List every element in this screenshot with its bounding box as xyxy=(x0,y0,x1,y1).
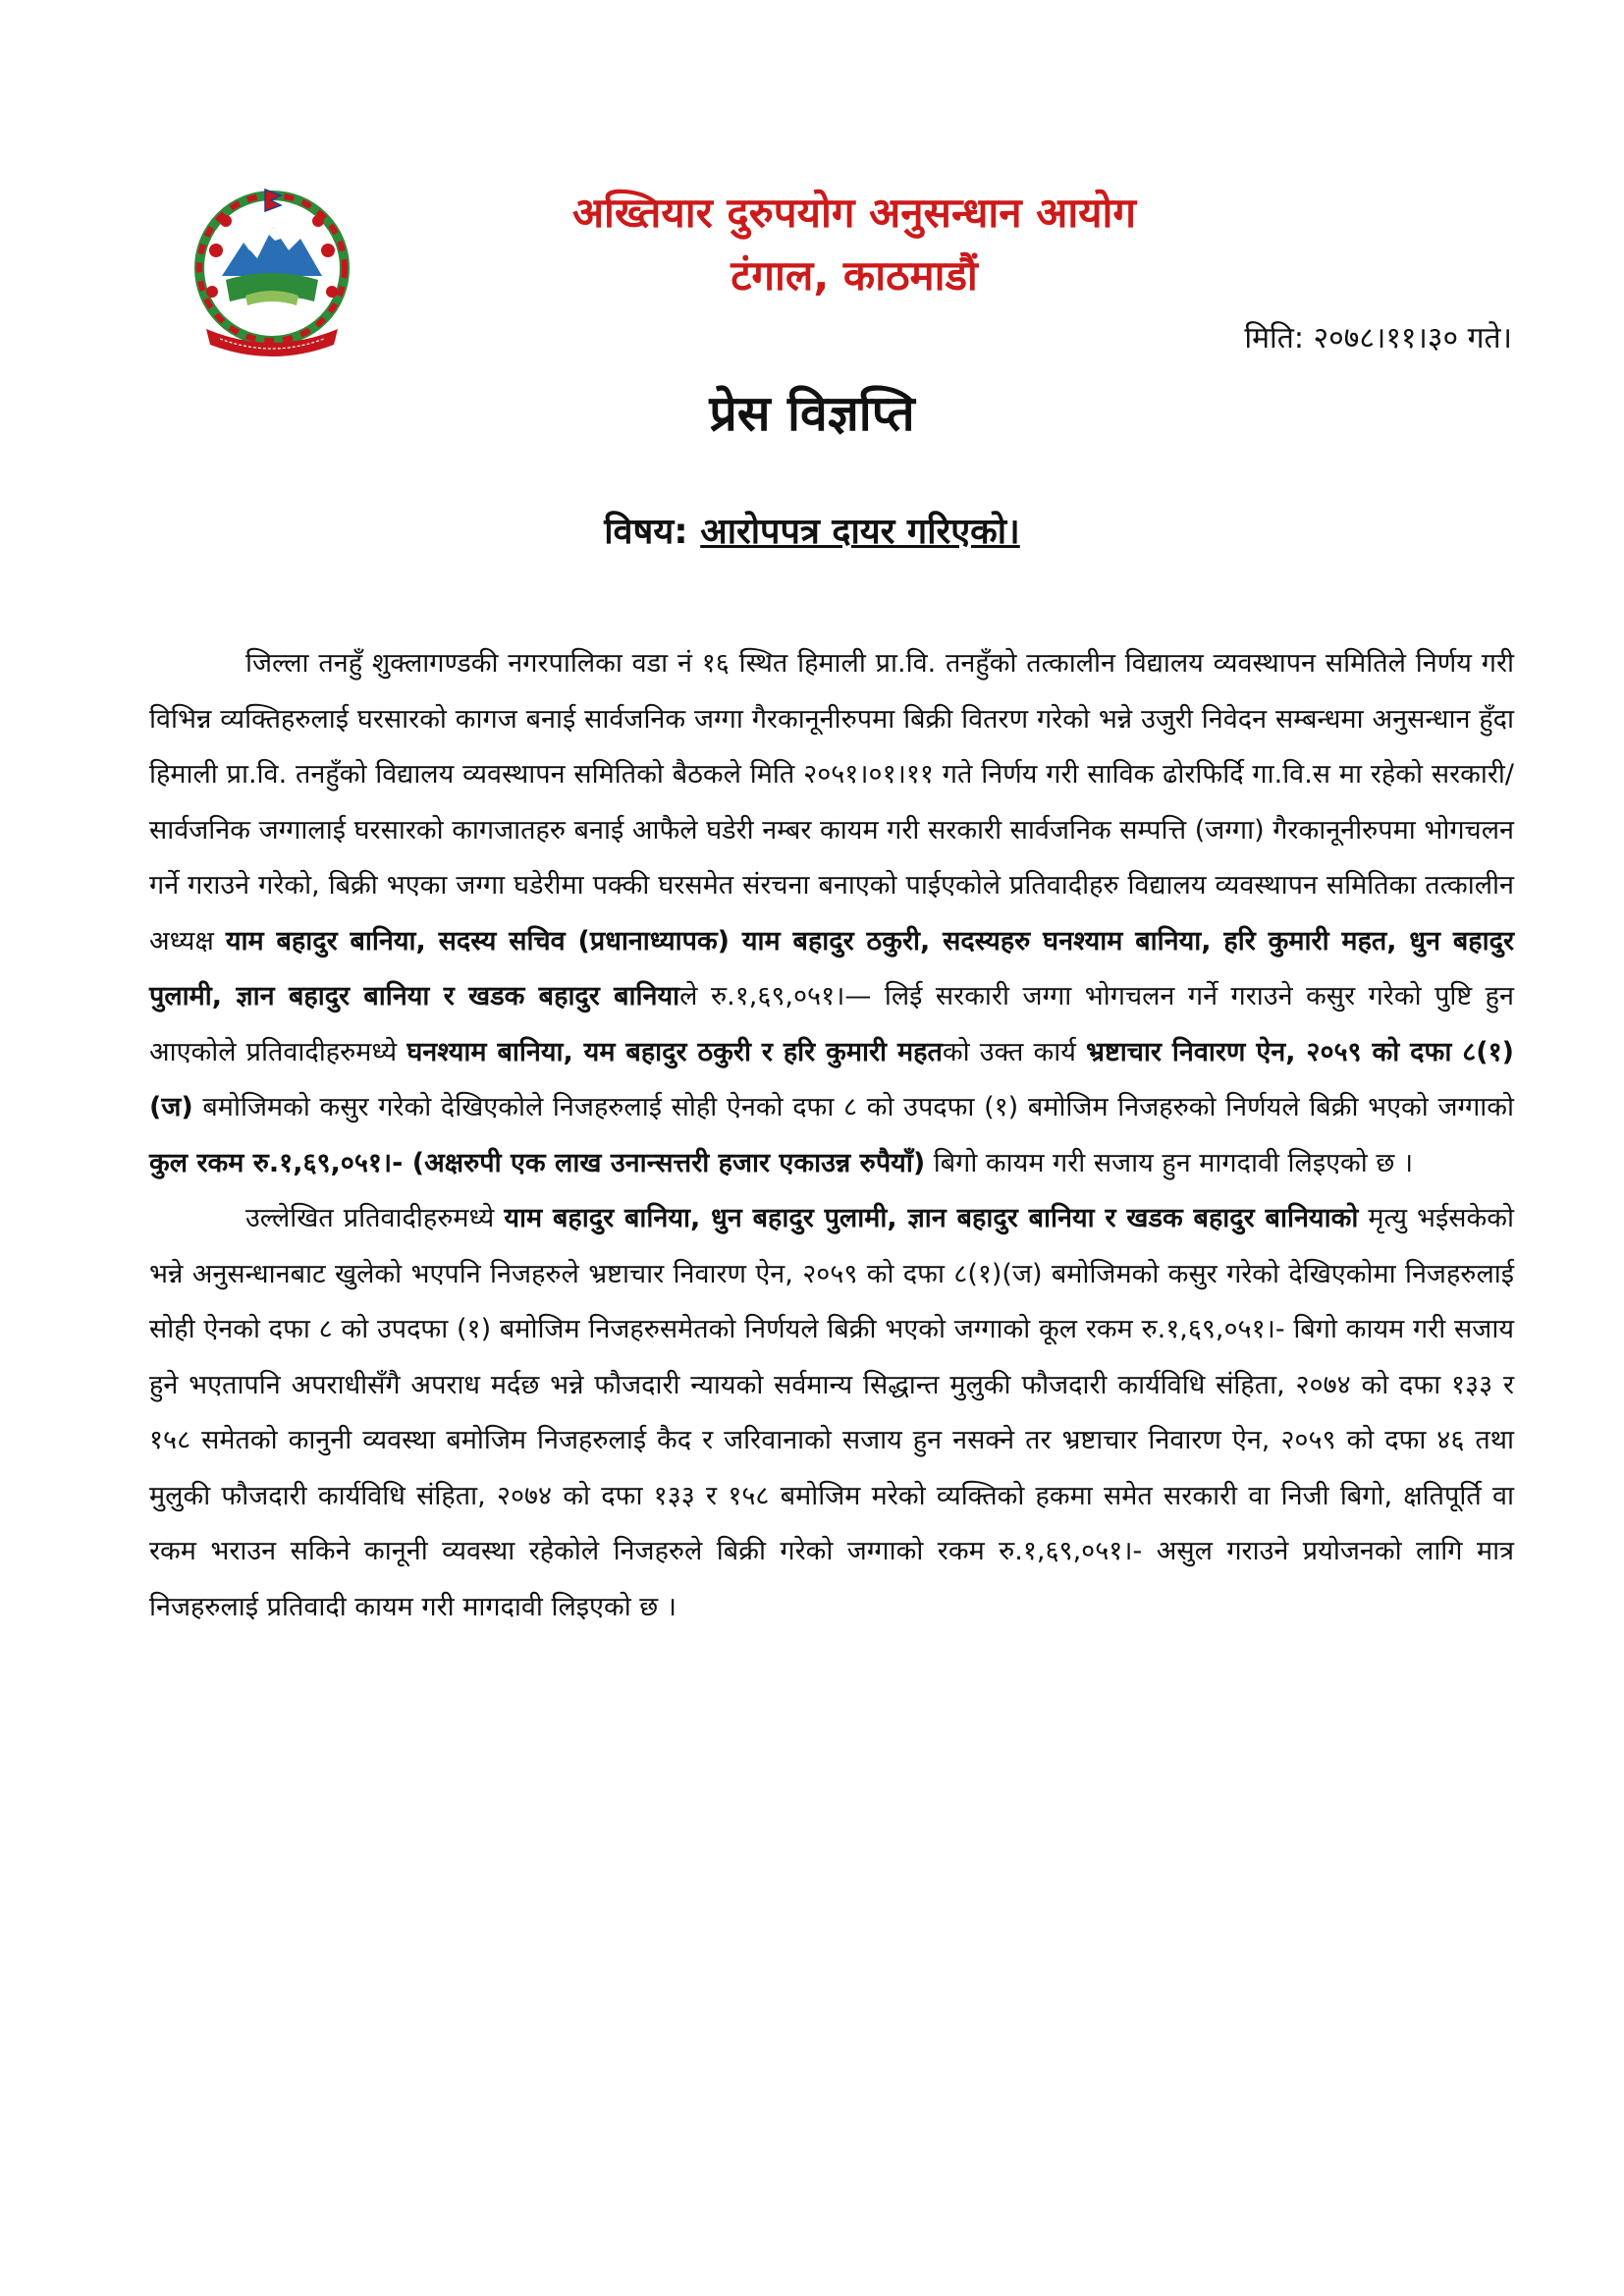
paragraph-1-bold-4: कुल रकम रु.१,६९,०५१।- (अक्षरुपी एक लाख उनान्सत्तरी हजार एकाउन्न रुपैयाँ) xyxy=(149,1147,926,1178)
paragraph-1-text-3: को उक्त कार्य xyxy=(942,1036,1086,1067)
paragraph-1-bold-3: भ्रष्टाचार निवारण ऐन, २०५९ को दफा ८(१)(ज) xyxy=(149,1036,1514,1122)
paragraph-1-text-1: जिल्ला तनहुँ शुक्लागण्डकी नगरपालिका वडा नं १६ स्थित हिमाली प्रा.वि. तनहुँको तत्कालीन विद्यालय व्यवस्थापन समितिले निर्णय गरी विभिन्न व्यक्तिहरुलाई घरसारको कागज बनाई सार्वजनिक जग्गा गैरकानूनीरुपमा बिक्री वितरण गरेको भन्ने उजुरी निवेदन सम्बन्धमा अनुसन्धान हुँदा हिमाली प्रा.वि. तनहुँको विद्यालय व्यवस्थापन समितिको बैठकले मिति २०५१।०१।११ गते निर्णय गरी साविक ढोरफिर्दि गा.वि.स मा रहेको सरकारी/सार्वजनिक जग्गालाई घरसारको कागजातहरु बनाई आफैले घडेरी नम्बर कायम गरी सरकारी सार्वजनिक सम्पत्ति (जग्गा) गैरकानूनीरुपमा भोगचलन गर्ने गराउने गरेको, बिक्री भएका जग्गा घडेरीमा पक्की घरसमेत संरचना बनाएको पाईएकोले प्रतिवादीहरु विद्यालय व्यवस्थापन समितिका तत्कालीन अध्यक्ष xyxy=(149,648,1514,957)
organization-location: टंगाल, काठमाडौं xyxy=(731,251,978,300)
subject-line xyxy=(0,506,1624,554)
paragraph-1-bold-1: याम बहादुर बानिया, सदस्य सचिव (प्रधानाध्यापक) याम बहादुर ठकुरी, सदस्यहरु घनश्याम बानिया, हरि कुमारी महत, धुन बहादुर पुलामी, ज्ञान बहादुर बानिया र खडक बहादुर बानिया xyxy=(149,925,1514,1011)
release-body xyxy=(149,636,1514,1635)
paragraph-1-bold-2: घनश्याम बानिया, यम बहादुर ठकुरी र हरि कुमारी महत xyxy=(406,1036,943,1067)
nepal-coat-of-arms-icon xyxy=(187,182,358,363)
organization-header xyxy=(432,182,1276,307)
paragraph-1-text-5: बिगो कायम गरी सजाय हुन मागदावी लिइएको छ । xyxy=(925,1147,1414,1178)
paragraph-2-text-2: मृत्यु भईसकेको भन्ने अनुसन्धानबाट खुलेको भएपनि निजहरुले भ्रष्टाचार निवारण ऐन, २०५९ को दफा ८(१)(ज) बमोजिमको कसुर गरेको देखिएकोमा निजहरुलाई सोही ऐनको दफा ८ को उपदफा (१) बमोजिम निजहरुसमेतको निर्णयले बिक्री भएको जग्गाको कूल रकम रु.१,६९,०५१।- बिगो कायम गरी सजाय हुने भएतापनि अपराधीसँगै अपराध मर्दछ भन्ने फौजदारी न्यायको सर्वमान्य सिद्धान्त मुलुकी फौजदारी कार्यविधि संहिता, २०७४ को दफा १३३ र १५८ समेतको कानुनी व्यवस्था बमोजिम निजहरुलाई कैद र जरिवानाको सजाय हुन नसक्ने तर भ्रष्टाचार निवारण ऐन, २०५९ को दफा ४६ तथा मुलुकी फौजदारी कार्यविधि संहिता, २०७४ को दफा १३३ र १५८ बमोजिम मरेको व्यक्तिको हकमा समेत सरकारी वा निजी बिगो, क्षतिपूर्ति वा रकम भराउन सकिने कानूनी व्यवस्था रहेकोले निजहरुले बिक्री गरेको जग्गाको रकम रु.१,६९,०५१।- असुल गराउने प्रयोजनको लागि मात्र निजहरुलाई प्रतिवादी कायम गरी मागदावी लिइएको छ । xyxy=(149,1203,1514,1622)
page-title: प्रेस विज्ञप्ति xyxy=(709,385,915,442)
paragraph-2-text-1: उल्लेखित प्रतिवादीहरुमध्ये xyxy=(245,1203,505,1233)
paragraph-1 xyxy=(149,636,1514,1191)
subject-text: आरोपपत्र दायर गरिएको। xyxy=(700,512,1020,552)
paragraph-1-text-4: बमोजिमको कसुर गरेको देखिएकोले निजहरुलाई सोही ऐनको दफा ८ को उपदफा (१) बमोजिम निजहरुको निर्णयले बिक्री भएको जग्गाको xyxy=(192,1092,1514,1122)
release-date: मिति: २०७८।११।३० गते। xyxy=(1244,321,1512,355)
subject-label: विषय: xyxy=(604,512,688,552)
paragraph-2 xyxy=(149,1191,1514,1635)
organization-name: अख्तियार दुरुपयोग अनुसन्धान आयोग xyxy=(571,189,1137,237)
paragraph-1-text-2: ले रु.१,६९,०५१।— लिई सरकारी जग्गा भोगचलन गर्ने गराउने कसुर गरेको पुष्टि हुन आएकोले प्रतिवादीहरुमध्ये xyxy=(149,981,1514,1067)
paragraph-2-bold-1: याम बहादुर बानिया, धुन बहादुर पुलामी, ज्ञान बहादुर बानिया र खडक बहादुर बानियाको xyxy=(504,1203,1359,1233)
